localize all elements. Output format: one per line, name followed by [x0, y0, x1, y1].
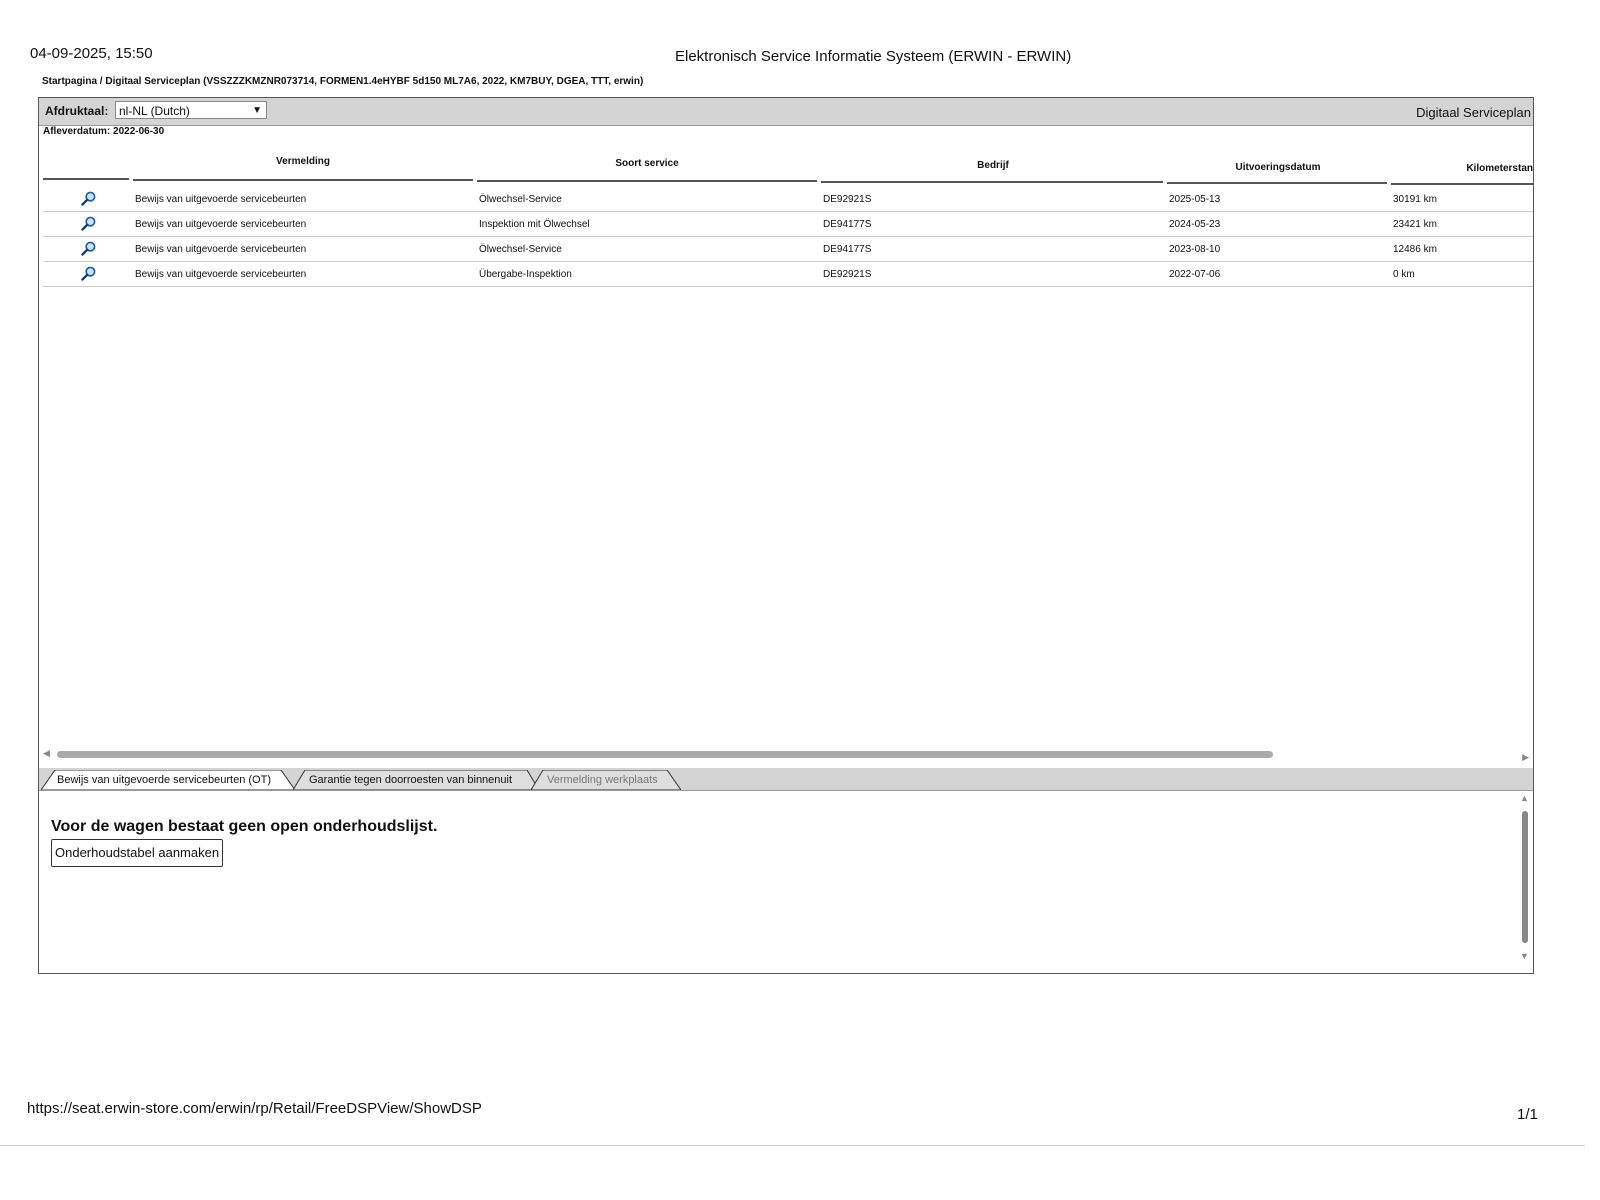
table-row[interactable] — [43, 211, 1533, 237]
header-rule — [133, 179, 473, 181]
cell-service-type: Ölwechsel-Service — [479, 194, 562, 205]
tab-rust-warranty[interactable] — [293, 770, 539, 790]
cell-entry: Bewijs van uitgevoerde servicebeurten — [135, 194, 307, 205]
horizontal-scrollbar[interactable] — [41, 748, 1531, 762]
page-number: 1/1 — [1517, 1106, 1538, 1123]
scroll-up-arrow-icon[interactable]: ▲ — [1520, 793, 1529, 803]
magnifier-icon[interactable] — [81, 241, 96, 256]
column-header-service-type: Soort service — [615, 158, 679, 169]
cell-service-type: Ölwechsel-Service — [479, 244, 562, 255]
cell-service-type: Inspektion mit Ölwechsel — [479, 219, 590, 230]
cell-entry: Bewijs van uitgevoerde servicebeurten — [135, 244, 307, 255]
cell-entry: Bewijs van uitgevoerde servicebeurten — [135, 219, 307, 230]
column-header-execution-date: Uitvoeringsdatum — [1235, 162, 1321, 173]
column-header-mileage: Kilometerstan — [1466, 163, 1533, 174]
magnifier-icon[interactable] — [81, 266, 96, 281]
create-maintenance-table-button[interactable]: Onderhoudstabel aanmaken — [51, 839, 223, 867]
table-row[interactable] — [43, 236, 1533, 262]
tab-label: Garantie tegen doorroesten van binnenuit — [309, 774, 513, 786]
cell-company: DE94177S — [823, 219, 872, 230]
language-label: Afdruktaal: — [45, 104, 109, 118]
cell-execution-date: 2024-05-23 — [1169, 219, 1221, 230]
cell-execution-date: 2022-07-06 — [1169, 269, 1221, 280]
header-rule — [1391, 183, 1533, 185]
cell-mileage: 12486 km — [1393, 244, 1437, 255]
page-divider — [0, 1145, 1585, 1146]
service-plan-panel — [38, 97, 1534, 974]
print-datetime: 04-09-2025, 15:50 — [30, 45, 153, 62]
language-toolbar — [39, 98, 1533, 126]
tab-workshop-note[interactable] — [531, 770, 681, 790]
cell-company: DE92921S — [823, 269, 872, 280]
tab-service-proof[interactable] — [41, 770, 295, 790]
scroll-down-arrow-icon[interactable]: ▼ — [1520, 951, 1529, 961]
magnifier-icon[interactable] — [81, 191, 96, 206]
breadcrumb[interactable]: Startpagina / Digitaal Serviceplan (VSSZZZKMZNR073714, FORMEN1.4eHYBF 5d150 ML7A6, 2022, KM7BUY, DGEA, TTT, erwin) — [42, 76, 644, 87]
column-header-company: Bedrijf — [977, 160, 1009, 171]
scroll-left-arrow-icon[interactable]: ◀ — [43, 748, 50, 758]
vertical-scrollbar[interactable] — [1519, 793, 1531, 961]
cell-execution-date: 2023-08-10 — [1169, 244, 1221, 255]
plan-title: Digitaal Serviceplan — [1416, 105, 1531, 120]
cell-execution-date: 2025-05-13 — [1169, 194, 1221, 205]
tab-label: Vermelding werkplaats — [547, 774, 658, 786]
magnifier-icon[interactable] — [81, 216, 96, 231]
column-header-entry: Vermelding — [276, 156, 330, 167]
cell-mileage: 30191 km — [1393, 194, 1437, 205]
delivery-date: Afleverdatum: 2022-06-30 — [43, 126, 165, 137]
header-rule — [477, 180, 817, 182]
cell-mileage: 23421 km — [1393, 219, 1437, 230]
cell-company: DE92921S — [823, 194, 872, 205]
cell-company: DE94177S — [823, 244, 872, 255]
table-row[interactable] — [43, 261, 1533, 287]
vertical-scroll-thumb[interactable] — [1522, 811, 1528, 943]
print-title: Elektronisch Service Informatie Systeem (ERWIN - ERWIN) — [675, 48, 1072, 65]
language-select[interactable] — [115, 101, 267, 119]
header-rule — [1167, 182, 1387, 184]
no-maintenance-list-message: Voor de wagen bestaat geen open onderhoudslijst. — [51, 818, 438, 835]
tab-label: Bewijs van uitgevoerde servicebeurten (OT) — [57, 774, 271, 786]
chevron-down-icon: ▼ — [252, 105, 262, 116]
cell-mileage: 0 km — [1393, 269, 1415, 280]
tab-strip — [39, 768, 1533, 790]
horizontal-scroll-thumb[interactable] — [57, 751, 1273, 758]
print-url: https://seat.erwin-store.com/erwin/rp/Retail/FreeDSPView/ShowDSP — [27, 1100, 482, 1117]
header-rule — [821, 181, 1163, 183]
cell-service-type: Übergabe-Inspektion — [479, 269, 572, 280]
table-row[interactable] — [43, 186, 1533, 212]
maintenance-pane — [39, 790, 1533, 971]
scroll-right-arrow-icon[interactable]: ▶ — [1522, 752, 1529, 762]
header-rule — [43, 178, 129, 180]
language-select-value: nl-NL (Dutch) — [119, 104, 190, 118]
cell-entry: Bewijs van uitgevoerde servicebeurten — [135, 269, 307, 280]
